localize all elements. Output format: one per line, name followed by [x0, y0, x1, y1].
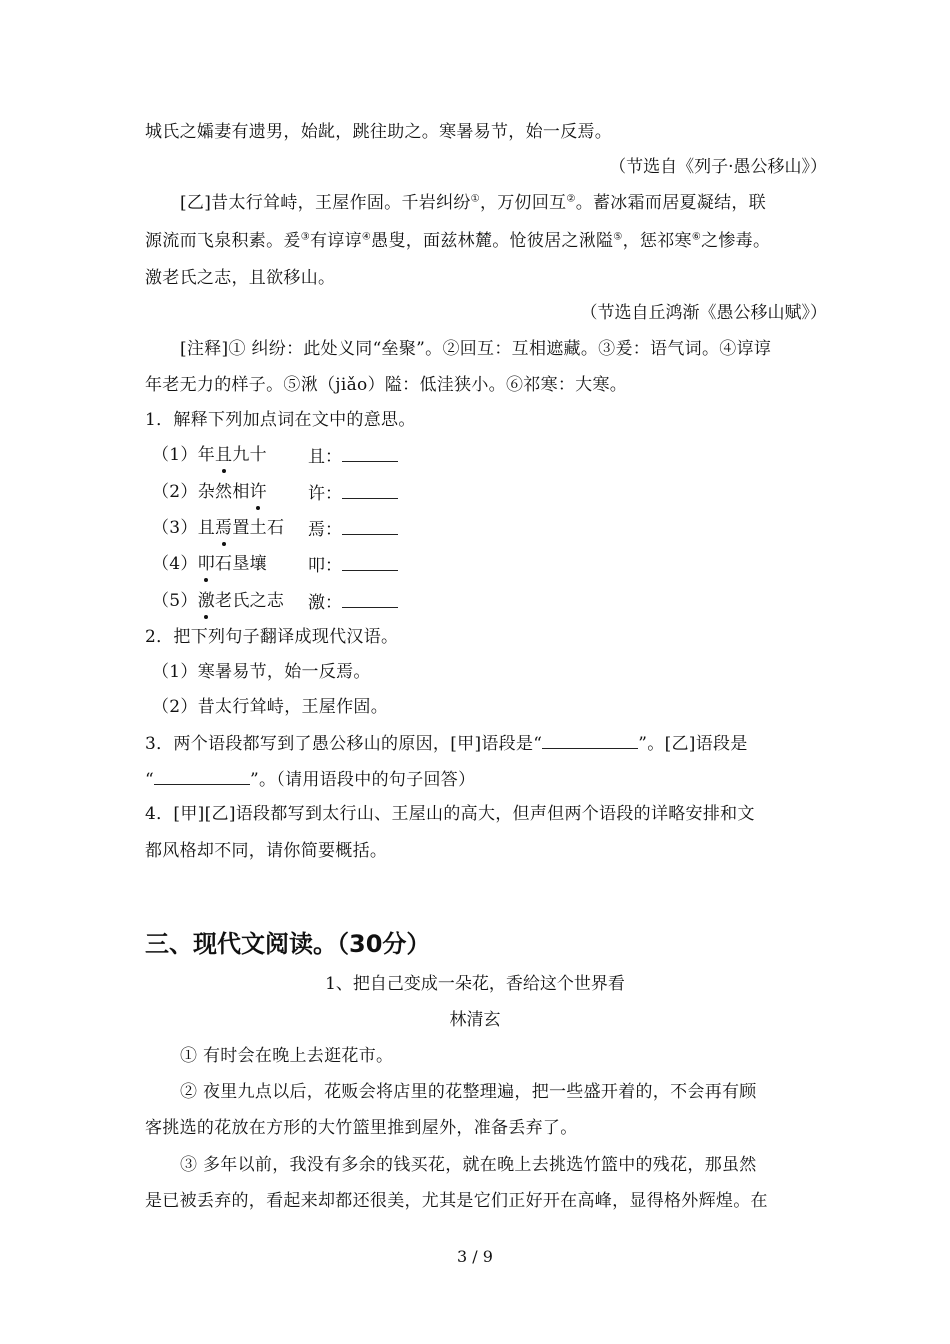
answer-blank[interactable] — [342, 480, 398, 499]
item-number: （1） — [152, 445, 198, 465]
q1-answer-2 — [308, 480, 398, 506]
yi-text: 有谆谆 — [309, 231, 362, 251]
dotted-word: 激 — [197, 591, 216, 611]
term-label: 且： — [308, 447, 342, 467]
q3-text: ”。（请用语段中的句子回答） — [250, 770, 476, 790]
dotted-word: 焉 — [215, 518, 233, 538]
item-text: 年 — [197, 445, 216, 465]
q3-text: 3．两个语段都写到了愚公移山的原因，[甲]语段是“ — [145, 734, 543, 754]
footnote-mark: ① — [470, 193, 480, 205]
yi-text: [乙]昔太行耸峙，王屋作固。千岩纠纷 — [180, 193, 471, 213]
paragraph-1: ① 有时会在晚上去逛花市。 — [180, 1046, 394, 1066]
question-3-line-2 — [145, 766, 475, 792]
dotted-word: 叩 — [197, 554, 216, 574]
q1-item-4 — [152, 552, 267, 576]
item-text: 老氏之志 — [215, 591, 285, 611]
q3-text: ”。[乙]语段是 — [638, 734, 748, 754]
page-number: 3 / 9 — [457, 1247, 493, 1266]
q2-sentence-1: （1）寒暑易节，始一反焉。 — [152, 662, 371, 682]
section-heading: 三、现代文阅读。（30分） — [145, 930, 431, 958]
q1-item-3 — [152, 516, 284, 540]
paragraph-3-line-2: 是已被丢弃的，看起来却都还很美，尤其是它们正好开在高峰，显得格外辉煌。在 — [145, 1191, 768, 1211]
q3-text: “ — [145, 770, 154, 790]
footnote-mark: ③ — [300, 231, 310, 243]
question-2-title: 2．把下列句子翻译成现代汉语。 — [145, 627, 399, 647]
term-label: 许： — [308, 484, 342, 504]
item-number: （5） — [152, 591, 198, 611]
q1-answer-3 — [308, 516, 398, 542]
item-text: 杂然相 — [197, 482, 250, 502]
q1-item-2 — [152, 480, 267, 504]
answer-blank[interactable] — [342, 516, 398, 535]
answer-blank[interactable] — [342, 589, 398, 608]
jia-tail-line: 城氏之孀妻有遗男，始龀，跳往助之。寒暑易节，始一反焉。 — [145, 122, 613, 142]
q1-answer-5 — [308, 589, 398, 615]
paragraph-3-line-1: ③ 多年以前，我没有多余的钱买花，就在晚上去挑选竹篮中的残花，那虽然 — [180, 1155, 757, 1175]
answer-blank[interactable] — [342, 443, 398, 462]
q1-answer-4 — [308, 552, 398, 578]
question-1-title: 1．解释下列加点词在文中的意思。 — [145, 410, 416, 430]
answer-blank[interactable] — [542, 730, 638, 749]
notes-line-2: 年老无力的样子。⑤湫（jiǎo）隘：低洼狭小。⑥祁寒：大寒。 — [145, 375, 628, 395]
q1-item-5 — [152, 589, 284, 613]
question-4-line-2: 都风格却不同，请你简要概括。 — [145, 841, 388, 861]
footnote-mark: ② — [566, 193, 576, 205]
answer-blank[interactable] — [154, 766, 250, 785]
item-number: （4） — [152, 554, 198, 574]
yi-line-2 — [145, 229, 770, 253]
item-text: 九十 — [232, 445, 267, 465]
footnote-mark: ⑤ — [613, 231, 623, 243]
term-label: 叩： — [308, 556, 342, 576]
term-label: 激： — [308, 593, 342, 613]
item-number: （3） — [152, 518, 198, 538]
item-text: 置土石 — [232, 518, 285, 538]
answer-blank[interactable] — [342, 552, 398, 571]
yi-text: 之惨毒。 — [701, 231, 771, 251]
paragraph-2-line-1: ② 夜里九点以后，花贩会将店里的花整理遍，把一些盛开着的，不会再有顾 — [180, 1082, 757, 1102]
jia-source: （节选自《列子·愚公移山》） — [609, 157, 827, 177]
q2-sentence-2: （2）昔太行耸峙，王屋作固。 — [152, 697, 389, 717]
footnote-mark: ⑥ — [691, 231, 702, 243]
yi-line-3: 激老氏之志，且欲移山。 — [145, 268, 336, 288]
yi-text: 源流而飞泉积素。爰 — [145, 231, 301, 251]
yi-text: ，万仞回互 — [479, 193, 567, 213]
question-4-line-1: 4．[甲][乙]语段都写到太行山、王屋山的高大，但声但两个语段的详略安排和文 — [145, 804, 755, 824]
yi-text: ，惩祁寒 — [622, 231, 692, 251]
yi-line-1 — [180, 191, 766, 215]
dotted-word: 许 — [249, 482, 267, 502]
q1-answer-1 — [308, 443, 398, 469]
notes-line-1: [注释]① 纠纷：此处义同“垒聚”。②回互：互相遮藏。③爰：语气词。④谆谆 — [180, 339, 772, 359]
article-author: 林清玄 — [449, 1010, 501, 1030]
dotted-word: 且 — [215, 445, 233, 465]
paragraph-2-line-2: 客挑选的花放在方形的大竹篮里推到屋外，准备丢弃了。 — [145, 1118, 578, 1138]
yi-text: 愚叟，面兹林麓。怆彼居之湫隘 — [371, 231, 614, 251]
question-3-line-1 — [145, 730, 748, 756]
item-number: （2） — [152, 482, 198, 502]
yi-source: （节选自丘鸿渐《愚公移山赋》） — [580, 303, 827, 323]
term-label: 焉： — [308, 520, 342, 540]
item-text: 且 — [197, 518, 216, 538]
q1-item-1 — [152, 443, 267, 467]
article-title: 1、把自己变成一朵花，香给这个世界看 — [325, 974, 625, 994]
yi-text: 。蓄冰霜而居夏凝结，联 — [575, 193, 767, 213]
item-text: 石垦壤 — [215, 554, 267, 574]
footnote-mark: ④ — [361, 231, 372, 243]
